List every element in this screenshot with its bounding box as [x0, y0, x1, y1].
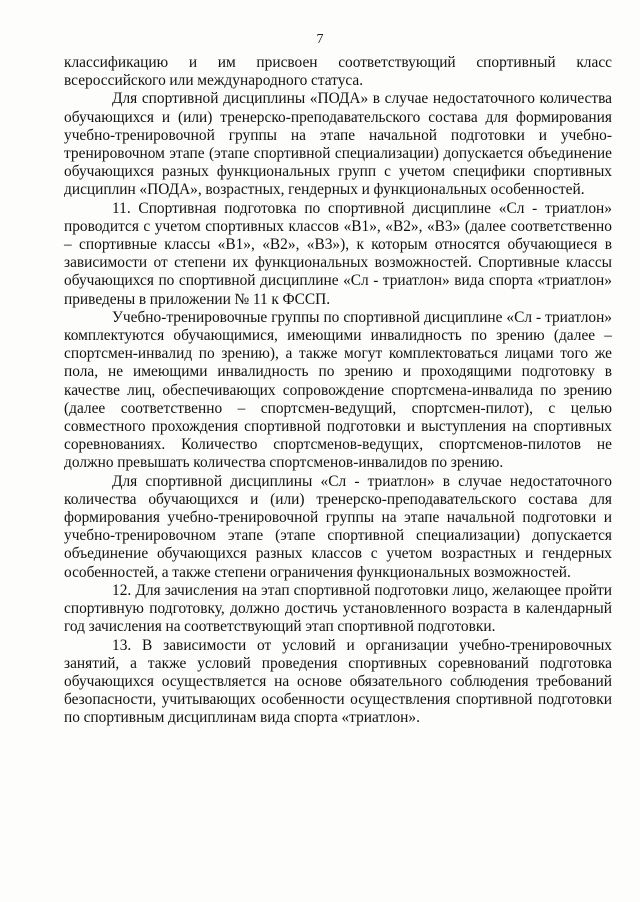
paragraph-item-11: 11. Спортивная подготовка по спортивной дисциплине «Сл - триатлон» проводится с учетом спортивных классов «В1», «В2», «В3» (далее соответственно – спортивные классы «В1», «В2», «В3»), к которым относятся обучающиеся в зависимости от степени их функциональных возможностей. Спортивные классы обучающихся по спортивной дисциплине «Сл - триатлон» вида спорта «триатлон» приведены в приложении № 11 к ФССП.: [64, 199, 612, 308]
paragraph-training-groups: Учебно-тренировочные группы по спортивной дисциплине «Сл - триатлон» комплектуются обучающимися, имеющими инвалидность по зрению (далее – спортсмен-инвалид по зрению), а также могут комплектоваться лицами того же пола, не имеющими инвалидность по зрению и проходящими подготовку в качестве лиц, обеспечивающих сопровождение спортсмена-инвалида по зрению (далее соответственно – спортсмен-ведущий, спортсмен-пилот), с целью совместного прохождения спортивной подготовки и выступления на спортивных соревнованиях. Количество спортсменов-ведущих, спортсменов-пилотов не должно превышать количества спортсменов-инвалидов по зрению.: [64, 308, 612, 472]
paragraph-continuation: классификацию и им присвоен соответствующий спортивный класс всероссийского или международного статуса.: [64, 54, 612, 90]
paragraph-sl-triathlon-groups: Для спортивной дисциплины «Сл - триатлон» в случае недостаточного количества обучающихся и (или) тренерско-преподавательского состава для формирования учебно-тренировочной группы на этапе начальной подготовки и учебно-тренировочном этапе (этапе спортивной специализации) допускается объединение обучающихся разных классов с учетом возрастных и гендерных особенностей, а также степени ограничения функциональных возможностей.: [64, 472, 612, 581]
paragraph-poda-groups: Для спортивной дисциплины «ПОДА» в случае недостаточного количества обучающихся и (или) тренерско-преподавательского состава для формирования учебно-тренировочной группы на этапе начальной подготовки и учебно-тренировочном этапе (этапе спортивной специализации) допускается объединение обучающихся разных функциональных групп с учетом специфики спортивных дисциплин «ПОДА», возрастных, гендерных и функциональных особенностей.: [64, 90, 612, 199]
document-body: [64, 54, 612, 728]
paragraph-item-12: 12. Для зачисления на этап спортивной подготовки лицо, желающее пройти спортивную подготовку, должно достичь установленного возраста в календарный год зачисления на соответствующий этап спортивной подготовки.: [64, 581, 612, 636]
page-number: 7: [316, 32, 324, 47]
paragraph-item-13: 13. В зависимости от условий и организации учебно-тренировочных занятий, а также условий проведения спортивных соревнований подготовка обучающихся осуществляется на основе обязательного соблюдения требований безопасности, учитывающих особенности осуществления спортивной подготовки по спортивным дисциплинам вида спорта «триатлон».: [64, 636, 612, 727]
